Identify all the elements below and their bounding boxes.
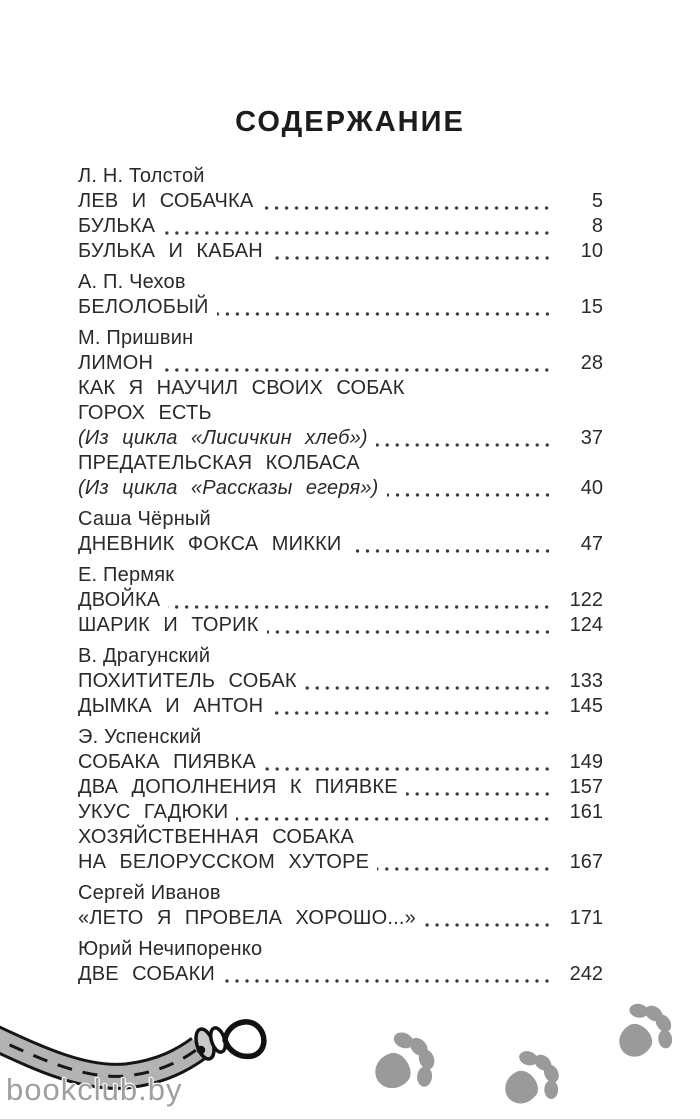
- author-name: Саша Чёрный: [78, 508, 211, 530]
- dot-leader: [236, 817, 555, 821]
- toc-entry-row: [78, 669, 603, 694]
- page-number: 40: [580, 477, 603, 499]
- page-number: 145: [569, 695, 603, 717]
- page-number: 37: [580, 427, 603, 449]
- entry-title: НА БЕЛОРУССКОМ ХУТОРЕ: [78, 851, 370, 873]
- entry-title: СОБАКА ПИЯВКА: [78, 751, 256, 773]
- toc-entry-row: [78, 189, 603, 214]
- dot-leader: [217, 312, 555, 316]
- toc-entry-row: [78, 694, 603, 719]
- toc-entry-row: [78, 588, 603, 613]
- watermark: bookclub.by: [6, 1072, 183, 1107]
- toc-entry-row: [78, 214, 603, 239]
- page-number: 161: [569, 801, 603, 823]
- author-name: В. Драгунский: [78, 645, 211, 667]
- entry-title: ПОХИТИТЕЛЬ СОБАК: [78, 670, 297, 692]
- dot-leader: [168, 605, 555, 609]
- entry-title: (Из цикла «Лисичкин хлеб»): [78, 427, 368, 449]
- entry-title: КАК Я НАУЧИЛ СВОИХ СОБАК: [78, 377, 405, 399]
- page-number: 157: [569, 776, 603, 798]
- author-name: Юрий Нечипоренко: [78, 938, 263, 960]
- dot-leader: [406, 792, 555, 796]
- dot-leader: [424, 923, 555, 927]
- page-number: 122: [569, 589, 603, 611]
- toc-author-row: [78, 326, 603, 351]
- toc-entry-row: [78, 426, 603, 451]
- dot-leader: [377, 867, 555, 871]
- entry-title: УКУС ГАДЮКИ: [78, 801, 229, 823]
- toc-entry-row: [78, 750, 603, 775]
- toc-entry-row: [78, 962, 603, 987]
- toc-entry-row: [78, 613, 603, 638]
- paw-print-icon: [602, 1000, 686, 1075]
- toc-author-row: [78, 270, 603, 295]
- author-name: Е. Пермяк: [78, 564, 175, 586]
- page-number: 28: [580, 352, 603, 374]
- page-title: СОДЕРЖАНИЕ: [235, 106, 465, 138]
- toc-author-row: [78, 644, 603, 669]
- toc-author-row: [78, 507, 603, 532]
- toc-author-row: [78, 937, 603, 962]
- entry-title: ДВЕ СОБАКИ: [78, 963, 215, 985]
- page-number: 10: [580, 240, 603, 262]
- entry-title: ГОРОХ ЕСТЬ: [78, 402, 212, 424]
- dot-leader: [350, 549, 556, 553]
- toc-author-row: [78, 164, 603, 189]
- dot-leader: [264, 767, 555, 771]
- author-name: Сергей Иванов: [78, 882, 221, 904]
- toc-entry-row: [78, 850, 603, 875]
- toc-entry-row: [78, 532, 603, 557]
- page-number: 167: [569, 851, 603, 873]
- entry-title: (Из цикла «Рассказы егеря»): [78, 477, 379, 499]
- dot-leader: [271, 711, 555, 715]
- toc-author-row: [78, 881, 603, 906]
- entry-title: ШАРИК И ТОРИК: [78, 614, 259, 636]
- author-name: М. Пришвин: [78, 327, 194, 349]
- author-name: Э. Успенский: [78, 726, 202, 748]
- toc-entry-row: [78, 476, 603, 501]
- toc-entry-row: [78, 376, 603, 401]
- toc-entry-row: [78, 906, 603, 931]
- toc-entry-row: [78, 401, 603, 426]
- toc-list: [78, 164, 603, 987]
- toc-entry-row: [78, 775, 603, 800]
- toc-entry-row: [78, 239, 603, 264]
- toc-entry-row: [78, 825, 603, 850]
- dot-leader: [267, 630, 555, 634]
- entry-title: ДВОЙКА: [78, 589, 161, 611]
- entry-title: ДВА ДОПОЛНЕНИЯ К ПИЯВКЕ: [78, 776, 398, 798]
- dot-leader: [387, 493, 555, 497]
- page-number: 171: [569, 907, 603, 929]
- toc-author-row: [78, 563, 603, 588]
- page-number: 124: [569, 614, 603, 636]
- entry-title: ДНЕВНИК ФОКСА МИККИ: [78, 533, 342, 555]
- page-number: 242: [569, 963, 603, 985]
- toc-entry-row: [78, 800, 603, 825]
- toc-author-row: [78, 725, 603, 750]
- entry-title: ПРЕДАТЕЛЬСКАЯ КОЛБАСА: [78, 452, 360, 474]
- dot-leader: [271, 256, 555, 260]
- entry-title: БУЛЬКА И КАБАН: [78, 240, 263, 262]
- author-name: А. П. Чехов: [78, 271, 186, 293]
- entry-title: ДЫМКА И АНТОН: [78, 695, 264, 717]
- dot-leader: [163, 231, 555, 235]
- page-number: 149: [569, 751, 603, 773]
- paw-print-icon: [490, 1038, 573, 1119]
- entry-title: БЕЛОЛОБЫЙ: [78, 296, 209, 318]
- toc-entry-row: [78, 451, 603, 476]
- toc-entry-row: [78, 295, 603, 320]
- page-number: 15: [580, 296, 603, 318]
- entry-title: БУЛЬКА: [78, 215, 156, 237]
- toc-entry-row: [78, 351, 603, 376]
- dot-leader: [261, 206, 555, 210]
- dot-leader: [161, 368, 555, 372]
- author-name: Л. Н. Толстой: [78, 165, 205, 187]
- entry-title: ХОЗЯЙСТВЕННАЯ СОБАКА: [78, 826, 354, 848]
- entry-title: ЛИМОН: [78, 352, 154, 374]
- dot-leader: [376, 443, 555, 447]
- paw-print-icon: [360, 1020, 448, 1110]
- page-number: 8: [591, 215, 603, 237]
- page-number: 5: [591, 190, 603, 212]
- entry-title: «ЛЕТО Я ПРОВЕЛА ХОРОШО...»: [78, 907, 416, 929]
- dot-leader: [305, 686, 555, 690]
- page-number: 133: [569, 670, 603, 692]
- dot-leader: [223, 979, 555, 983]
- page-number: 47: [580, 533, 603, 555]
- entry-title: ЛЕВ И СОБАЧКА: [78, 190, 254, 212]
